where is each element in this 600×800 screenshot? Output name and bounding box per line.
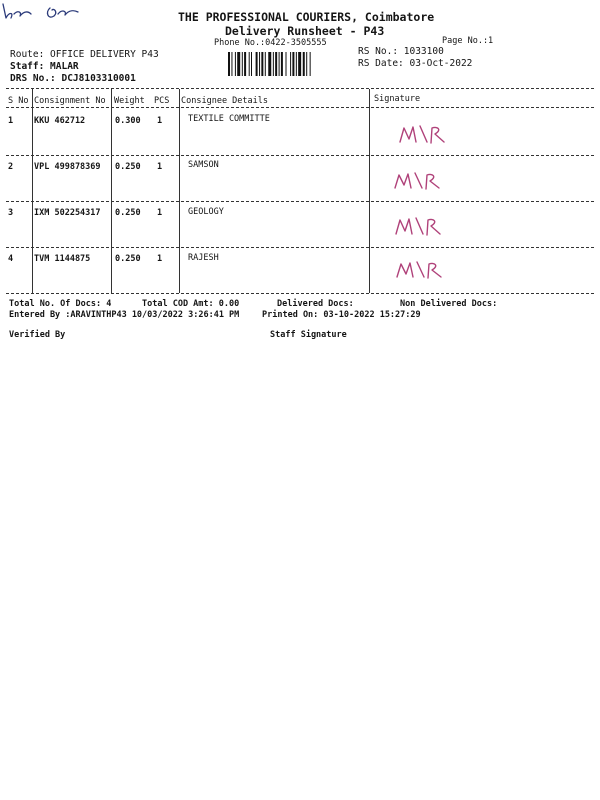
col-header-signature: Signature — [374, 94, 421, 104]
signature-mark — [394, 214, 444, 240]
row-consignee: TEXTILE COMMITTE — [188, 114, 270, 124]
entered-by: Entered By :ARAVINTHP43 10/03/2022 3:26:41 PM — [9, 310, 240, 320]
col-header-sno: S No — [8, 96, 29, 106]
divider — [6, 155, 594, 156]
non-delivered-docs: Non Delivered Docs: — [400, 299, 498, 309]
drs-number: DRS No.: DCJ8103310001 — [10, 73, 136, 84]
route-label: Route: OFFICE DELIVERY P43 — [10, 49, 159, 60]
verifier-initials-mark — [0, 0, 34, 22]
staff-label: Staff: MALAR — [10, 61, 79, 72]
page-number: Page No.:1 — [442, 36, 494, 46]
row-consignment: IXM 502254317 — [34, 208, 101, 218]
row-weight: 0.250 — [115, 254, 141, 264]
signature-mark — [398, 122, 448, 148]
total-docs: Total No. Of Docs: 4 — [9, 299, 112, 309]
row-consignee: RAJESH — [188, 253, 219, 263]
row-pcs: 1 — [157, 254, 163, 264]
column-divider — [179, 89, 180, 293]
col-header-weight: Weight — [114, 96, 145, 106]
staff-signature-label: Staff Signature — [270, 330, 347, 340]
column-divider — [32, 89, 33, 293]
row-sno: 1 — [8, 116, 14, 126]
row-sno: 4 — [8, 254, 14, 264]
total-cod-amount: Total COD Amt: 0.00 — [142, 299, 240, 309]
rs-number: RS No.: 1033100 — [358, 46, 444, 57]
divider — [6, 293, 594, 294]
col-header-consignment: Consignment No — [34, 96, 106, 106]
divider — [6, 107, 594, 108]
column-divider — [111, 89, 112, 293]
row-consignee: SAMSON — [188, 160, 219, 170]
barcode-icon — [228, 52, 350, 76]
row-sno: 3 — [8, 208, 14, 218]
row-weight: 0.250 — [115, 162, 141, 172]
staff-initials-mark — [44, 0, 84, 22]
delivered-docs: Delivered Docs: — [277, 299, 354, 309]
signature-mark — [393, 168, 443, 194]
phone-number: Phone No.:0422-3505555 — [214, 38, 327, 48]
verified-by-label: Verified By — [9, 330, 66, 340]
printed-on: Printed On: 03-10-2022 15:27:29 — [262, 310, 421, 320]
row-consignment: KKU 462712 — [34, 116, 86, 126]
row-consignment: VPL 499878369 — [34, 162, 101, 172]
col-header-pcs: PCS — [154, 96, 170, 106]
sheet-title: Delivery Runsheet - P43 — [225, 24, 385, 38]
divider — [6, 88, 594, 89]
row-pcs: 1 — [157, 162, 163, 172]
row-weight: 0.250 — [115, 208, 141, 218]
rs-date: RS Date: 03-Oct-2022 — [358, 58, 473, 69]
row-weight: 0.300 — [115, 116, 141, 126]
col-header-consignee: Consignee Details — [181, 96, 268, 106]
company-name: THE PROFESSIONAL COURIERS, Coimbatore — [178, 10, 435, 24]
divider — [6, 201, 594, 202]
row-pcs: 1 — [157, 116, 163, 126]
divider — [6, 247, 594, 248]
row-consignment: TVM 1144875 — [34, 254, 91, 264]
row-consignee: GEOLOGY — [188, 207, 224, 217]
signature-mark — [395, 257, 445, 283]
row-sno: 2 — [8, 162, 14, 172]
row-pcs: 1 — [157, 208, 163, 218]
column-divider — [369, 89, 370, 293]
